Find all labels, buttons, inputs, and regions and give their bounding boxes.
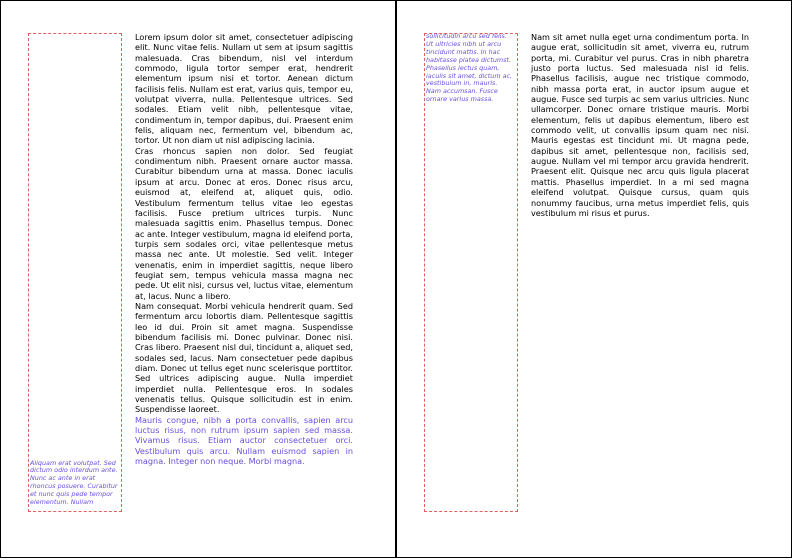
left-page <box>0 0 396 558</box>
right-margin-note: sollicitudin arcu sed felis. Ut ultricies nibh ut arcu tincidunt mattis. In hac habitasse platea dictumst. Phasellus lectus quam, iaculis sit amet, dictum ac, vestibulum in, mauris. Nam accumsan. Fusce ornare varius massa. <box>426 32 513 104</box>
continued-paragraph: Mauris congue, nibh a porta convallis, sapien arcu luctus risus, non rutrum ipsum sapien sed massa. Vivamus risus. Etiam auctor consectetuer orci. Vestibulum quis arcu. Nullam euismod sapien in magna. Integer non neque. Morbi magna. <box>135 414 353 467</box>
left-margin-box <box>28 33 122 512</box>
left-margin-note: Aliquam erat volutpat. Sed dictum odio interdum ante. Nunc ac ante in erat rhoncus posuere. Curabitur et nunc quis pede tempor elementum. Nullam <box>30 458 118 507</box>
paragraph: Nam consequat. Morbi vehicula hendrerit quam. Sed fermentum arcu lobortis diam. Pellentesque sagittis leo id dui. Proin sit amet magna. Suspendisse bibendum facilisis mi. Donec pulvinar. Donec nisi. Cras libero. Praesent nisl dui, tincidunt a, aliquet sed, sodales sed, lacus. Nam consectetuer pede dapibus diam. Donec ut tellus eget nunc scelerisque porttitor. Sed ultrices adipiscing augue. Nulla imperdiet imperdiet nulla. Pellentesque eros. In sodales venenatis tellus. Quisque sollicitudin est in enim. Suspendisse laoreet. <box>135 300 353 415</box>
paragraph: Nam sit amet nulla eget urna condimentum porta. In augue erat, sollicitudin sit amet, viverra eu, rutrum porta, mi. Curabitur vel purus. Cras in nibh pharetra justo porta luctus. Sed malesuada nisl id felis. Phasellus facilisis, augue nec tristique commodo, nibh massa porta erat, in auctor ipsum augue et augue. Fusce sed turpis ac sem varius ultricies. Nunc ullamcorper. Donec ornare tristique mauris. Morbi elementum, felis ut dapibus elementum, libero est commodo velit, ut convallis ipsum quam nec nisi. Mauris egestas est tincidunt mi. Ut magna pede, dapibus sit amet, pellentesque non, facilisis sed, augue. Nullam vel mi tempor arcu gravida hendrerit. Praesent elit. Quisque nec arcu quis ligula placerat mattis. Phasellus imperdiet. In a mi sed magna eleifend volutpat. Quisque cursus, quam quis nonummy faucibus, urna metus imperdiet felis, quis vestibulum mi risus et purus. <box>531 32 749 218</box>
paragraph: Cras rhoncus sapien non dolor. Sed feugiat condimentum nibh. Praesent ornare auctor massa. Curabitur bibendum urna at massa. Donec iaculis ipsum at arcu. Donec at eros. Donec risus arcu, euismod at, eleifend at, aliquet quis, odio. Vestibulum fermentum tellus vitae leo egestas facilisis. Fusce pretium ultrices turpis. Nunc malesuada sagittis enim. Phasellus tempus. Donec ac ante. Integer vestibulum, magna id eleifend porta, turpis sem sodales orci, vitae pellentesque metus massa nec ante. Ut molestie. Sed velit. Integer venenatis, enim in imperdiet sagittis, neque libero feugiat sem, tempus vehicula massa magna nec pede. Ut elit nisi, cursus vel, luctus vitae, elementum at, lacus. Nunc a libero. <box>135 145 353 301</box>
right-margin-box <box>424 33 518 512</box>
right-page <box>396 0 792 558</box>
left-body-text <box>135 32 353 466</box>
paragraph: Lorem ipsum dolor sit amet, consectetuer adipiscing elit. Nunc vitae felis. Nullam ut sem at ipsum sagittis malesuada. Cras bibendum, nisl vel interdum commodo, ligula tortor semper erat, hendrerit elementum ipsum nisi et tortor. Aenean dictum facilisis felis. Nullam est erat, varius quis, tempor eu, volutpat viverra, nulla. Pellentesque ultrices. Sed sodales. Etiam velit nibh, pellentesque vitae, condimentum in, tempor dapibus, dui. Praesent enim felis, aliquam nec, fermentum vel, bibendum ac, tortor. Ut non diam ut nisl adipiscing lacinia. <box>135 32 353 146</box>
right-body-text <box>531 32 749 218</box>
